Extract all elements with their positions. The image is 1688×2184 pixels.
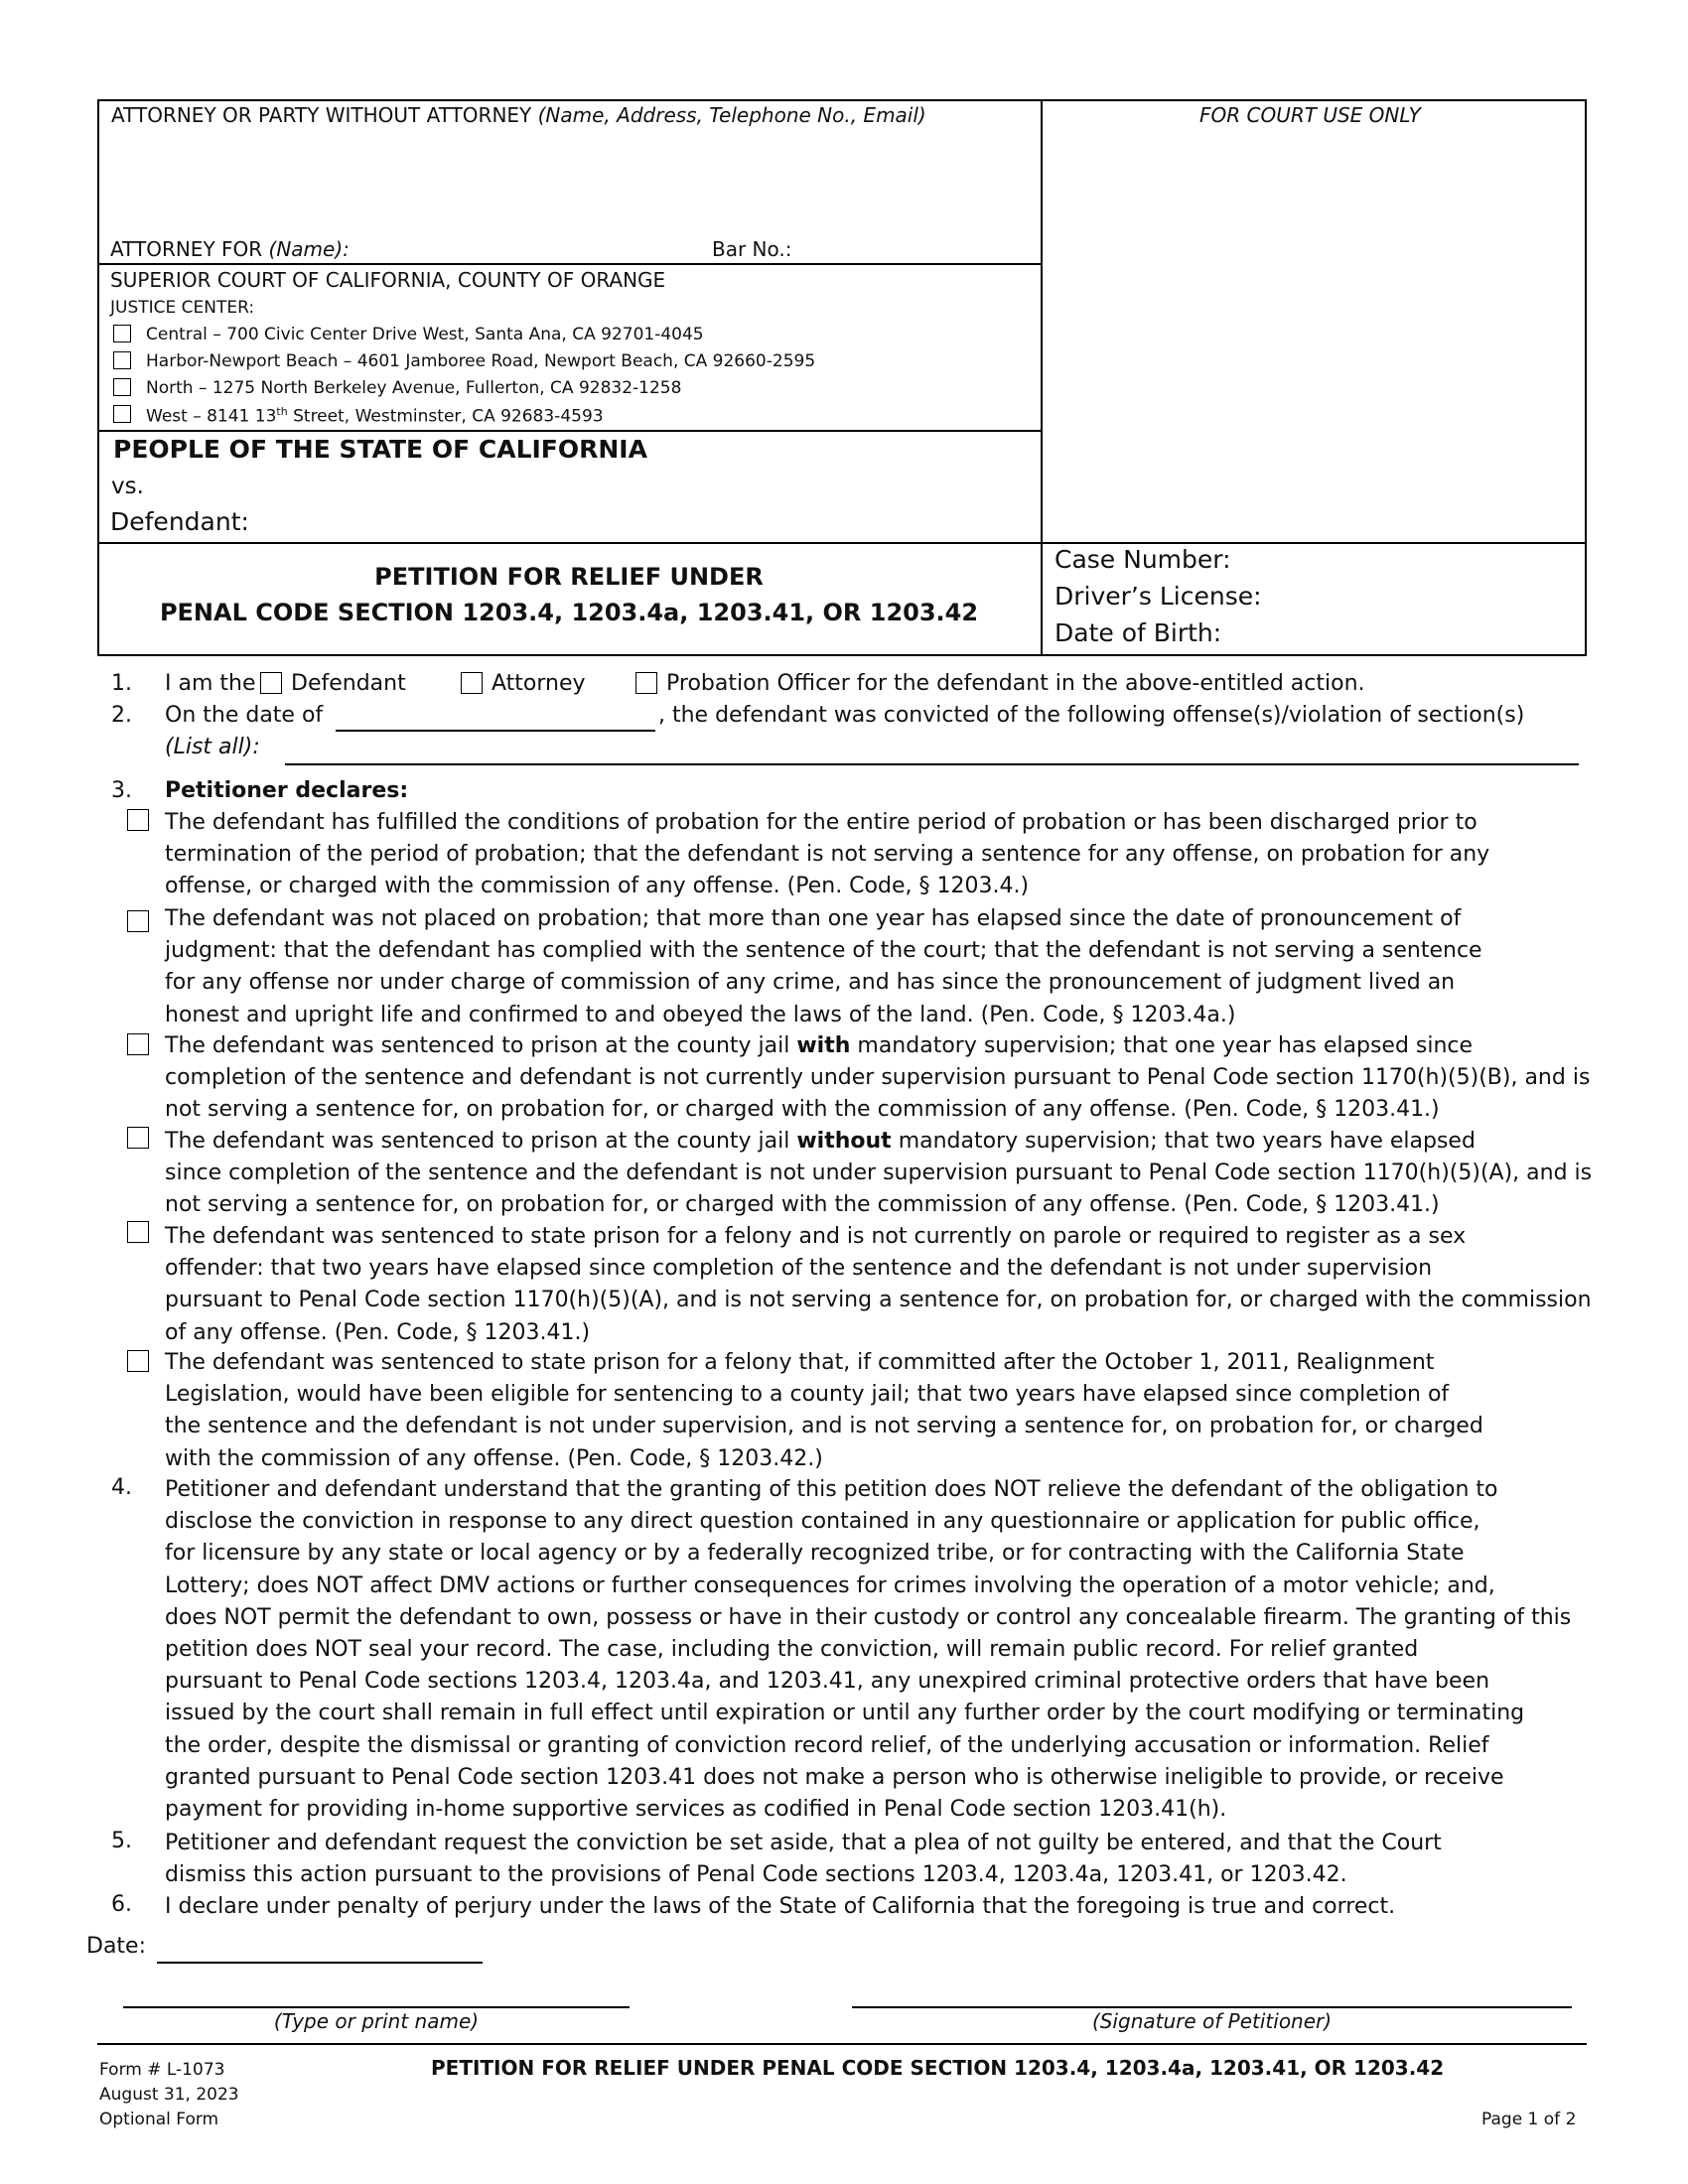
item6-text xyxy=(165,1891,1555,1923)
declare-1203-41-state-checkbox[interactable] xyxy=(127,1221,149,1243)
p3-pre: The defendant was sentenced to prison at the county jail xyxy=(165,1033,797,1058)
declare-1203-41-without-checkbox[interactable] xyxy=(127,1127,149,1149)
p5-line: pursuant to Penal Code section 1170(h)(5)(A), and is not serving a sentence for, on probation for, or charged with the commission xyxy=(165,1288,1592,1313)
petition-title-line1: PETITION FOR RELIEF UNDER xyxy=(374,563,764,591)
p2-line: honest and upright life and confirmed to and obeyed the laws of the land. (Pen. Code, § 1203.4a.) xyxy=(165,1002,1236,1027)
role-defendant-checkbox[interactable] xyxy=(260,672,282,694)
p4-line-first xyxy=(165,1126,1555,1158)
attorney-for-label xyxy=(110,237,350,261)
p6-line: The defendant was sentenced to state prison for a felony that, if committed after the October 1, 2011, Realignment xyxy=(165,1350,1435,1375)
p1-line: The defendant has fulfilled the conditions of probation for the entire period of probation or has been discharged prior to xyxy=(165,810,1477,835)
declare-1203-4-text xyxy=(165,807,1555,903)
role-attorney-checkbox[interactable] xyxy=(461,672,483,694)
item5-line: Petitioner and defendant request the conviction be set aside, that a plea of not guilty be entered, and that the Court xyxy=(165,1831,1442,1855)
p3-bold: with xyxy=(796,1033,851,1058)
item5-text xyxy=(165,1828,1555,1891)
page-number: Page 1 of 2 xyxy=(1481,2110,1577,2129)
item6-line: I declare under penalty of perjury under the laws of the State of California that the foregoing is true and correct. xyxy=(165,1894,1396,1919)
p3-line: completion of the sentence and defendant is not currently under supervision pursuant to Penal Code section 1170(h)(5)(B), and is xyxy=(165,1065,1591,1091)
item4-line: Lottery; does NOT affect DMV actions or further consequences for crimes involving the operation of a motor vehicle; and, xyxy=(165,1572,1495,1598)
petition-title-line2: PENAL CODE SECTION 1203.4, 1203.4a, 1203.41, OR 1203.42 xyxy=(159,599,979,626)
p4-line: not serving a sentence for, on probation for, or charged with the commission of any offense. (Pen. Code, § 1203.41.) xyxy=(165,1192,1440,1218)
item4-number: 4. xyxy=(111,1475,132,1500)
defendant-label: Defendant: xyxy=(110,507,249,536)
rule-attorney xyxy=(97,263,1043,265)
people-label: PEOPLE OF THE STATE OF CALIFORNIA xyxy=(113,435,647,464)
declare-1203-4a-text xyxy=(165,903,1555,1031)
attorney-label-note: (Name, Address, Telephone No., Email) xyxy=(537,103,926,127)
center-west-label xyxy=(146,405,604,427)
conviction-date-field[interactable] xyxy=(336,730,655,732)
center-harbor-label: Harbor-Newport Beach – 4601 Jamboree Road, Newport Beach, CA 92660-2595 xyxy=(146,351,816,371)
date-field[interactable] xyxy=(157,1962,483,1964)
declare-1203-4-checkbox[interactable] xyxy=(127,809,149,831)
item1-lead: I am the xyxy=(165,671,256,696)
declare-1203-4a-checkbox[interactable] xyxy=(127,910,149,932)
p3-post: mandatory supervision; that one year has elapsed since xyxy=(850,1033,1474,1058)
caption-divider xyxy=(1041,99,1043,656)
item3-number: 3. xyxy=(111,778,132,803)
court-name: SUPERIOR COURT OF CALIFORNIA, COUNTY OF ORANGE xyxy=(110,268,666,292)
print-name-field[interactable] xyxy=(123,2006,630,2008)
case-number-label: Case Number: xyxy=(1055,545,1231,574)
west-post: Street, Westminster, CA 92683-4593 xyxy=(287,406,604,427)
offenses-field[interactable] xyxy=(285,763,1579,765)
p6-line: the sentence and the defendant is not under supervision, and is not serving a sentence for, on probation for, or charged xyxy=(165,1414,1483,1439)
p2-line: judgment: that the defendant has complied with the sentence of the court; that the defendant is not serving a sentence xyxy=(165,938,1482,964)
vs-label: vs. xyxy=(111,474,144,499)
p6-line: with the commission of any offense. (Pen. Code, § 1203.42.) xyxy=(165,1445,823,1471)
date-label: Date: xyxy=(86,1934,146,1959)
item4-line: petition does NOT seal your record. The case, including the conviction, will remain public record. For relief granted xyxy=(165,1637,1419,1663)
center-north-label: North – 1275 North Berkeley Avenue, Fullerton, CA 92832-1258 xyxy=(146,378,682,398)
p3-line: not serving a sentence for, on probation for, or charged with the commission of any offense. (Pen. Code, § 1203.41.) xyxy=(165,1097,1440,1123)
p4-pre: The defendant was sentenced to prison at the county jail xyxy=(165,1129,797,1154)
west-pre: West – 8141 13 xyxy=(146,406,277,427)
p1-line: termination of the period of probation; that the defendant is not serving a sentence for any offense, on probation for any xyxy=(165,842,1490,868)
rule-court xyxy=(97,430,1043,432)
p4-line: since completion of the sentence and the defendant is not under supervision pursuant to Penal Code section 1170(h)(5)(A), and is xyxy=(165,1160,1593,1186)
optional-form: Optional Form xyxy=(99,2110,219,2129)
attorney-label-text: ATTORNEY OR PARTY WITHOUT ATTORNEY xyxy=(111,103,532,127)
declare-1203-41-without-text xyxy=(165,1126,1593,1222)
item4-text xyxy=(165,1474,1572,1826)
declare-1203-41-state-text xyxy=(165,1221,1592,1349)
center-north-checkbox[interactable] xyxy=(113,378,131,396)
print-name-caption: (Type or print name) xyxy=(273,2009,480,2033)
item5-number: 5. xyxy=(111,1829,132,1853)
attorney-for-note: (Name): xyxy=(268,237,350,261)
p3-line-first xyxy=(165,1030,1555,1062)
item2-lead: On the date of xyxy=(165,703,324,728)
declare-1203-42-checkbox[interactable] xyxy=(127,1350,149,1372)
p5-line: of any offense. (Pen. Code, § 1203.41.) xyxy=(165,1319,591,1345)
item2-number: 2. xyxy=(111,703,132,728)
item4-line: pursuant to Penal Code sections 1203.4, 1203.4a, and 1203.41, any unexpired criminal protective orders that have been xyxy=(165,1669,1490,1695)
item4-line: disclose the conviction in response to any direct question contained in any questionnaire or application for public office, xyxy=(165,1509,1480,1535)
item4-line: the order, despite the dismissal or granting of conviction record relief, of the underlying accusation or information. Relief xyxy=(165,1732,1489,1758)
item4-line: for licensure by any state or local agency or by a federally recognized tribe, or for contracting with the California State xyxy=(165,1541,1465,1567)
p2-line: The defendant was not placed on probation; that more than one year has elapsed since the date of pronouncement of xyxy=(165,906,1462,931)
signature-field[interactable] xyxy=(852,2006,1572,2008)
item2-rest: , the defendant was convicted of the following offense(s)/violation of section(s) xyxy=(658,703,1525,728)
declare-1203-41-with-checkbox[interactable] xyxy=(127,1033,149,1055)
p2-line: for any offense nor under charge of commission of any crime, and has since the pronouncement of judgment lived an xyxy=(165,970,1456,996)
footer-rule xyxy=(97,2043,1587,2045)
list-all-label: (List all): xyxy=(165,735,260,759)
justice-center-label: JUSTICE CENTER: xyxy=(110,298,255,318)
footer-title: PETITION FOR RELIEF UNDER PENAL CODE SECTION 1203.4, 1203.4a, 1203.41, OR 1203.42 xyxy=(431,2056,1445,2080)
center-central-label: Central – 700 Civic Center Drive West, Santa Ana, CA 92701-4045 xyxy=(146,325,704,344)
p4-bold: without xyxy=(796,1129,892,1154)
item4-line: granted pursuant to Penal Code section 1203.41 does not make a person who is otherwise ineligible to provide, or receive xyxy=(165,1764,1504,1790)
role-probation-checkbox[interactable] xyxy=(635,672,657,694)
attorney-for-text: ATTORNEY FOR xyxy=(110,237,263,261)
attorney-label xyxy=(111,103,926,127)
p5-line: The defendant was sentenced to state prison for a felony and is not currently on parole or required to register as a sex xyxy=(165,1224,1467,1249)
item6-number: 6. xyxy=(111,1892,132,1917)
drivers-license-label: Driver’s License: xyxy=(1055,582,1262,611)
center-west-checkbox[interactable] xyxy=(113,405,131,423)
item5-line: dismiss this action pursuant to the provisions of Penal Code sections 1203.4, 1203.4a, 1203.41, or 1203.42. xyxy=(165,1862,1347,1888)
dob-label: Date of Birth: xyxy=(1055,618,1222,647)
p6-line: Legislation, would have been eligible for sentencing to a county jail; that two years have elapsed since completion of xyxy=(165,1382,1450,1408)
declare-1203-42-text xyxy=(165,1347,1555,1475)
form-number: Form # L-1073 xyxy=(99,2060,225,2080)
item4-line: does NOT permit the defendant to own, possess or have in their custody or control any concealable firearm. The granting of this xyxy=(165,1604,1572,1630)
p5-line: offender: that two years have elapsed since completion of the sentence and the defendant is not under supervision xyxy=(165,1256,1433,1282)
role-probation-label: Probation Officer for the defendant in the above-entitled action. xyxy=(666,671,1365,696)
declare-1203-41-with-text xyxy=(165,1030,1591,1127)
item4-line: payment for providing in-home supportive services as codified in Penal Code section 1203.41(h). xyxy=(165,1797,1227,1823)
petitioner-declares-heading: Petitioner declares: xyxy=(165,778,409,803)
bar-no-label: Bar No.: xyxy=(712,237,792,261)
item4-line: issued by the court shall remain in full effect until expiration or until any further order by the court modifying or terminating xyxy=(165,1701,1525,1726)
role-defendant-label: Defendant xyxy=(291,671,406,696)
item4-line: Petitioner and defendant understand that the granting of this petition does NOT relieve the defendant of the obligation to xyxy=(165,1477,1498,1502)
p1-line: offense, or charged with the commission of any offense. (Pen. Code, § 1203.4.) xyxy=(165,874,1030,899)
center-central-checkbox[interactable] xyxy=(113,325,131,342)
p4-post: mandatory supervision; that two years have elapsed xyxy=(891,1129,1476,1154)
form-date: August 31, 2023 xyxy=(99,2085,239,2105)
item1-number: 1. xyxy=(111,671,132,696)
signature-caption: (Signature of Petitioner) xyxy=(1091,2009,1333,2033)
role-attorney-label: Attorney xyxy=(492,671,586,696)
west-sup: th xyxy=(276,405,288,418)
rule-parties xyxy=(97,542,1587,544)
court-use-label: FOR COURT USE ONLY xyxy=(1199,103,1421,127)
center-harbor-checkbox[interactable] xyxy=(113,351,131,369)
